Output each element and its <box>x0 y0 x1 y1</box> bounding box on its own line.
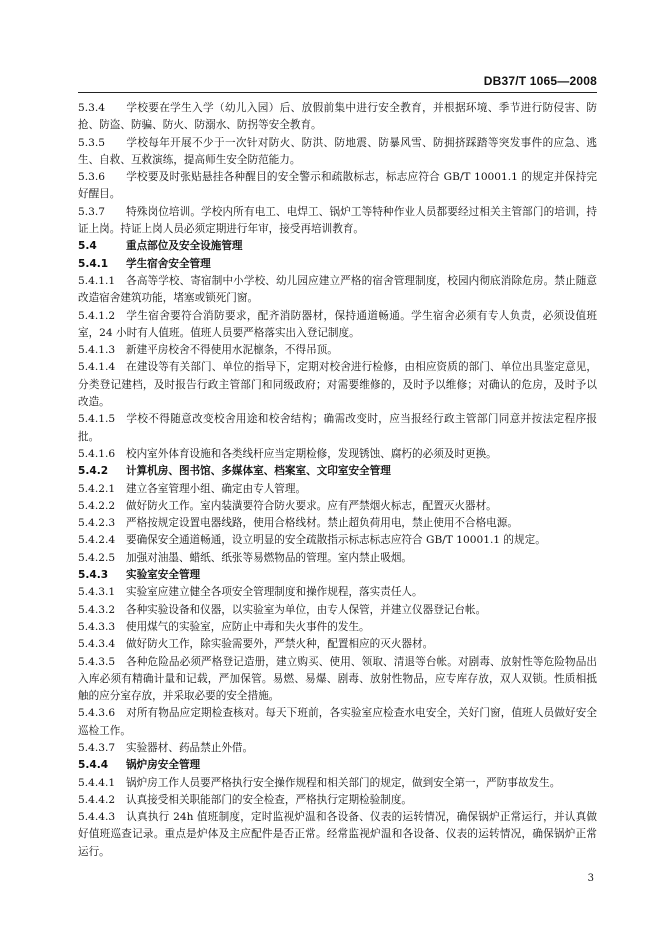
clause-text: 做好防火工作。室内装潢要符合防火要求。应有严禁烟火标志，配置灭火器材。 <box>126 499 497 512</box>
clause-number: 5.4 <box>78 240 97 253</box>
clause-5-3-6 <box>78 169 597 204</box>
clause-5-4-2-4 <box>78 532 597 549</box>
clause-text: 学生宿舍要符合消防要求，配齐消防器材，保持通道畅通。学生宿舍必须有专人负责，必须设值班室，24 小时有人值班。值班人员要严格落实出入登记制度。 <box>78 309 597 339</box>
clause-number: 5.4.3.4 <box>78 638 116 651</box>
clause-5-3-4 <box>78 100 597 135</box>
clause-5-4-3-3 <box>78 619 597 636</box>
clause-text: 要确保安全通道畅通，设立明显的安全疏散指示标志标志应符合 GB/T 10001.1 的规定。 <box>126 534 546 547</box>
clause-number: 5.4.2.3 <box>78 517 116 530</box>
clause-number: 5.4.4.2 <box>78 793 116 806</box>
page-number: 3 <box>587 873 594 884</box>
clause-number: 5.4.3 <box>78 569 109 582</box>
clause-text: 新建平房校舍不得使用水泥檩条，不得吊顶。 <box>126 344 338 357</box>
clause-number: 5.4.2.2 <box>78 499 116 512</box>
section-title: 重点部位及安全设施管理 <box>126 240 243 253</box>
clause-5-4-2-3 <box>78 515 597 532</box>
clause-number: 5.4.1.6 <box>78 447 116 460</box>
clause-text: 建立各室管理小组、确定由专人管理。 <box>126 482 307 495</box>
clause-text: 做好防火工作，除实验需要外，严禁火种，配置相应的灭火器材。 <box>126 638 434 651</box>
clause-text: 实验器材、药品禁止外借。 <box>126 741 254 754</box>
clause-5-4-2-5 <box>78 550 597 567</box>
clause-number: 5.3.7 <box>78 205 105 218</box>
section-heading-5-4-2 <box>78 463 597 480</box>
section-heading-5-4-4 <box>78 757 597 774</box>
clause-number: 5.3.5 <box>78 136 105 149</box>
clause-number: 5.4.2.5 <box>78 551 116 564</box>
clause-5-4-3-6 <box>78 705 597 740</box>
clause-text: 使用煤气的实验室，应防止中毒和失火事件的发生。 <box>126 620 370 633</box>
clause-text: 认真接受相关职能部门的安全检查，严格执行定期检验制度。 <box>126 793 413 806</box>
clause-number: 5.4.3.2 <box>78 603 116 616</box>
clause-5-4-1-4 <box>78 359 597 411</box>
clause-text: 加强对油墨、蜡纸、纸张等易燃物品的管理。室内禁止吸烟。 <box>126 551 413 564</box>
clause-number: 5.4.1.1 <box>78 274 116 287</box>
clause-text: 学校要在学生入学（幼儿入园）后、放假前集中进行安全教育，并根据环境、季节进行防侵害、防抢、防盗、防骗、防火、防溺水、防拐等安全教育。 <box>78 102 597 132</box>
section-heading-5-4 <box>78 238 597 255</box>
section-title: 计算机房、图书馆、多媒体室、档案室、文印室安全管理 <box>126 465 391 478</box>
clause-text: 校内室外体育设施和各类线杆应当定期检修，发现锈蚀、腐朽的必须及时更换。 <box>126 447 497 460</box>
clause-5-4-3-5 <box>78 654 597 706</box>
section-heading-5-4-1 <box>78 256 597 273</box>
document-body <box>78 100 597 861</box>
clause-number: 5.4.3.3 <box>78 620 116 633</box>
clause-5-4-1-5 <box>78 411 597 446</box>
clause-number: 5.4.2 <box>78 465 109 478</box>
clause-number: 5.4.3.5 <box>78 655 116 668</box>
clause-text: 各种实验设备和仪器，以实验室为单位，由专人保管，并建立仪器登记台帐。 <box>126 603 487 616</box>
section-heading-5-4-3 <box>78 567 597 584</box>
header-rule <box>78 92 597 93</box>
clause-text: 锅炉房工作人员要严格执行安全操作规程和相关部门的规定，做到安全第一，严防事故发生。 <box>126 776 561 789</box>
section-title: 学生宿舍安全管理 <box>126 257 211 270</box>
clause-text: 特殊岗位培训。学校内所有电工、电焊工、锅炉工等特种作业人员都要经过相关主管部门的培训，持证上岗。持证上岗人员必须定期进行年审，接受再培训教育。 <box>78 205 597 236</box>
clause-number: 5.4.2.4 <box>78 534 116 547</box>
clause-number: 5.4.4.3 <box>78 811 116 824</box>
clause-text: 实验室应建立健全各项安全管理制度和操作规程，落实责任人。 <box>126 586 423 599</box>
clause-text: 学校每年开展不少于一次针对防火、防洪、防地震、防暴风雪、防拥挤踩踏等突发事件的应急、逃生、自救、互救演练，提高师生安全防范能力。 <box>78 136 597 166</box>
clause-number: 5.4.1.3 <box>78 344 116 357</box>
clause-text: 认真执行 24h 值班制度，定时监视炉温和各设备、仪表的运转情况，确保锅炉正常运行，并认真做好值班巡查记录。重点是炉体及主应配件是否正常。经常监视炉温和各设备、仪表的运转情况，确保锅炉正常运行。 <box>78 811 597 858</box>
clause-number: 5.4.3.1 <box>78 586 116 599</box>
clause-5-4-3-7 <box>78 740 597 757</box>
clause-number: 5.4.1 <box>78 257 109 270</box>
clause-number: 5.4.1.2 <box>78 309 116 322</box>
standard-code: DB37/T 1065—2008 <box>483 74 597 88</box>
section-title: 实验室安全管理 <box>126 569 201 582</box>
clause-5-4-1-6 <box>78 446 597 463</box>
clause-text: 学校不得随意改变校舍用途和校舍结构；确需改变时，应当报经行政主管部门同意并按法定程序报批。 <box>78 413 597 443</box>
clause-5-3-5 <box>78 135 597 170</box>
clause-number: 5.4.3.6 <box>78 707 116 720</box>
clause-5-3-7 <box>78 204 597 239</box>
clause-5-4-1-1 <box>78 273 597 308</box>
clause-text: 各种危险品必须严格登记造册，建立购买、使用、领取、清退等台帐。对剧毒、放射性等危险物品出入库必须有精确计量和记载，严加保管。易燃、易爆、剧毒、放射性物品，应专库存放，双人双锁。性质相抵触的应分室存放，并采取必要的安全措施。 <box>78 655 597 703</box>
clause-5-4-3-4 <box>78 636 597 653</box>
clause-number: 5.4.2.1 <box>78 482 116 495</box>
clause-5-4-4-2 <box>78 792 597 809</box>
clause-5-4-3-1 <box>78 584 597 601</box>
clause-5-4-4-1 <box>78 775 597 792</box>
clause-number: 5.4.3.7 <box>78 741 116 754</box>
clause-text: 学校要及时张贴悬挂各种醒目的安全警示和疏散标志，标志应符合 GB/T 10001.1 的规定并保持完好醒目。 <box>78 171 597 201</box>
clause-5-4-3-2 <box>78 602 597 619</box>
clause-text: 对所有物品应定期检查核对。每天下班前，各实验室应检查水电安全，关好门窗，值班人员做好安全巡检工作。 <box>78 707 597 737</box>
clause-number: 5.4.1.5 <box>78 413 116 426</box>
clause-5-4-4-3 <box>78 809 597 861</box>
clause-text: 严格按规定设置电器线路，使用合格线材。禁止超负荷用电，禁止使用不合格电源。 <box>126 517 518 530</box>
clause-number: 5.3.6 <box>78 171 105 184</box>
clause-5-4-2-1 <box>78 481 597 498</box>
clause-text: 在建设等有关部门、单位的指导下，定期对校舍进行检修，由相应资质的部门、单位出具鉴定意见，分类登记建档，及时报告行政主管部门和同级政府；对需要维修的，及时予以维修；对确认的危房，及时予以改造。 <box>78 361 597 409</box>
clause-5-4-1-2 <box>78 308 597 343</box>
clause-number: 5.4.4 <box>78 759 109 772</box>
clause-5-4-2-2 <box>78 498 597 515</box>
clause-text: 各高等学校、寄宿制中小学校、幼儿园应建立严格的宿舍管理制度，校园内彻底消除危房。禁止随意改造宿舍建筑功能，堵塞或锁死门窗。 <box>78 274 597 305</box>
clause-number: 5.4.1.4 <box>78 361 116 374</box>
section-title: 锅炉房安全管理 <box>126 759 201 772</box>
clause-number: 5.3.4 <box>78 102 105 114</box>
clause-5-4-1-3 <box>78 342 597 359</box>
clause-number: 5.4.4.1 <box>78 776 116 789</box>
